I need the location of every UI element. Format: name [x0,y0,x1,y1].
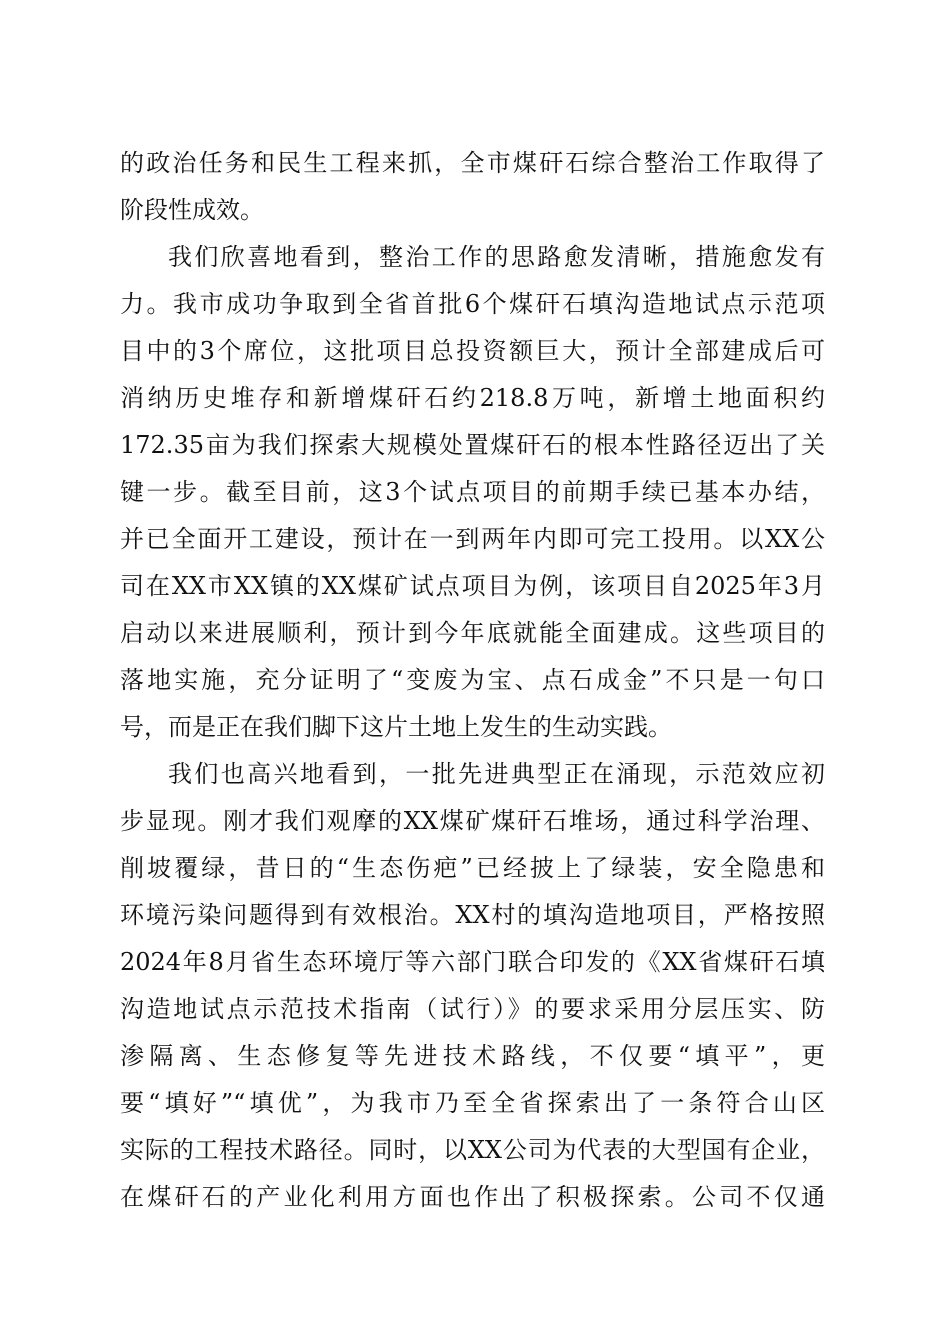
text-line: 削坡覆绿，昔日的“生态伤疤”已经披上了绿装，安全隐患和 [120,854,825,882]
text-line: 沟造地试点示范技术指南（试行）》的要求采用分层压实、防 [120,995,825,1023]
text-line: 172.35亩为我们探索大规模处置煤矸石的根本性路径迈出了关 [120,431,825,459]
text-line: 2024年8月省生态环境厅等六部门联合印发的《XX省煤矸石填 [120,948,825,976]
paragraph-3 [120,751,825,1221]
text-line: 力。我市成功争取到全省首批6个煤矸石填沟造地试点示范项 [120,290,825,318]
text-line: 消纳历史堆存和新增煤矸石约218.8万吨，新增土地面积约 [120,384,825,412]
text-line: 的政治任务和民生工程来抓，全市煤矸石综合整治工作取得了 [120,149,825,177]
text-line: 我们欣喜地看到，整治工作的思路愈发清晰，措施愈发有 [168,243,825,271]
text-line: 步显现。刚才我们观摩的XX煤矿煤矸石堆场，通过科学治理、 [120,807,825,835]
document-body [120,140,825,1221]
text-line: 启动以来进展顺利，预计到今年底就能全面建成。这些项目的 [120,619,825,647]
text-line: 键一步。截至目前，这3个试点项目的前期手续已基本办结， [120,478,825,506]
text-line: 实际的工程技术路径。同时，以XX公司为代表的大型国有企业， [120,1136,825,1164]
text-line: 环境污染问题得到有效根治。XX村的填沟造地项目，严格按照 [120,901,825,929]
text-line: 我们也高兴地看到，一批先进典型正在涌现，示范效应初 [168,760,825,788]
text-line: 渗隔离、生态修复等先进技术路线，不仅要“填平”，更 [120,1042,825,1070]
text-line: 在煤矸石的产业化利用方面也作出了积极探索。公司不仅通 [120,1183,825,1211]
text-line: 阶段性成效。 [120,196,264,224]
text-line: 目中的3个席位，这批项目总投资额巨大，预计全部建成后可 [120,337,825,365]
text-line: 要“填好”“填优”，为我市乃至全省探索出了一条符合山区 [120,1089,825,1117]
text-line: 并已全面开工建设，预计在一到两年内即可完工投用。以XX公 [120,525,825,553]
paragraph-1 [120,140,825,234]
paragraph-2 [120,234,825,751]
text-line: 落地实施，充分证明了“变废为宝、点石成金”不只是一句口 [120,666,825,694]
text-line: 司在XX市XX镇的XX煤矿试点项目为例，该项目自2025年3月 [120,572,825,600]
text-line: 号，而是正在我们脚下这片土地上发生的生动实践。 [120,713,672,741]
